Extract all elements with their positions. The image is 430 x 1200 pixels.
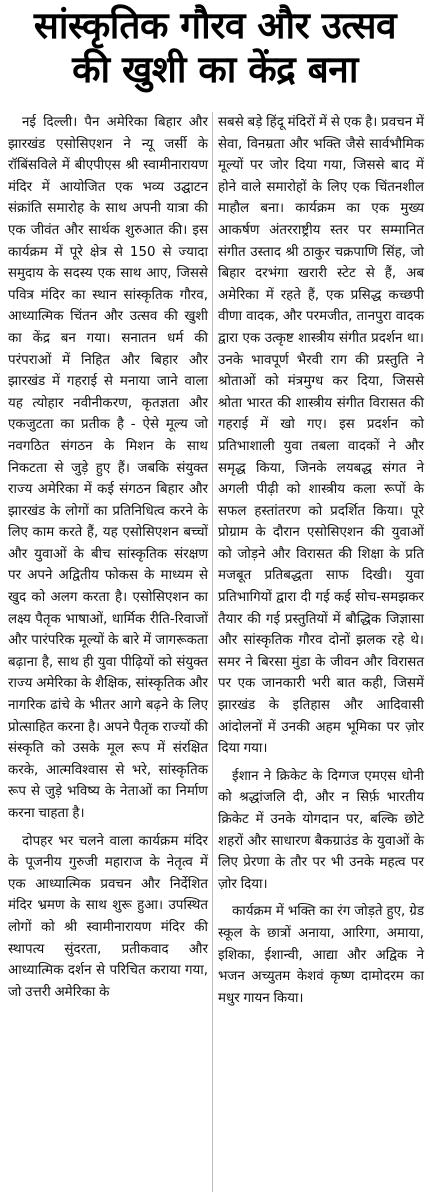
headline-line-1: सांस्कृतिक गौरव और उत्सव bbox=[33, 4, 397, 47]
article-column-right bbox=[218, 112, 424, 1009]
headline-line-2: की खुशी का केंद्र बना bbox=[72, 48, 358, 91]
left-paragraph-1: नई दिल्ली। पैन अमेरिका बिहार और झारखंड एसोसिएशन ने न्यू जर्सी के रॉबिंसविले में बीएपीएस श्री स्वामीनारायण मंदिर में आयोजित एक भव्य उद्घाटन संक्रांति समारोह के साथ अपनी यात्रा की एक जीवंत और सार्थक शुरुआत की। इस कार्यक्रम में पूरे क्षेत्र से 150 से ज्यादा समुदाय के सदस्य एक साथ आए, जिससे पवित्र मंदिर का स्थान सांस्कृतिक गौरव, आध्यात्मिक चिंतन और उत्सव की खुशी का केंद्र बन गया। सनातन धर्म की परंपराओं में निहित और बिहार और झारखंड में गहराई से मनाया जाने वाला यह त्योहार नवीनीकरण, कृतज्ञता और एकजुटता का प्रतीक है - ऐसे मूल्य जो नवगठित संगठन के मिशन के साथ निकटता से जुड़े हुए हैं। जबकि संयुक्त राज्य अमेरिका में कई संगठन बिहार और झारखंड के लोगों का प्रतिनिधित्व करने के लिए काम करते हैं, यह एसोसिएशन बच्चों और युवाओं के बीच सांस्कृतिक संरक्षण पर अपने अद्वितीय फोकस के माध्यम से खुद को अलग करता है। एसोसिएशन का लक्ष्य पैतृक भाषाओं, धार्मिक रीति-रिवाजों और पारंपरिक मूल्यों के बारे में जागरूकता बढ़ाना है, साथ ही युवा पीढ़ियों को संयुक्त राज्य अमेरिका के शैक्षिक, सांस्कृतिक और नागरिक ढांचे के भीतर आगे बढ़ने के लिए प्रोत्साहित करना है। अपने पैतृक राज्यों की संस्कृति को उसके मूल रूप में संरक्षित करके, आत्मविश्वास से भरे, सांस्कृतिक रूप से जुड़े भविष्य के नेताओं का निर्माण करना चाहता है। bbox=[8, 115, 208, 821]
right-paragraph-2: ईशान ने क्रिकेट के दिग्गज एमएस धोनी को श्रद्धांजलि दी, और न सिर्फ़ भारतीय क्रिकेट में उनके योगदान पर, बल्कि छोटे शहरों और साधारण बैकग्राउंड के युवाओं के लिए प्रेरणा के तौर पर भी उनके महत्व पर ज़ोर दिया। bbox=[218, 768, 424, 892]
left-paragraph-2: दोपहर भर चलने वाला कार्यक्रम मंदिर के पूजनीय गुरुजी महाराज के नेतृत्व में एक आध्यात्मिक प्रवचन और निर्देशित मंदिर भ्रमण के साथ शुरू हुआ। उपस्थित लोगों को श्री स्वामीनारायण मंदिर की स्थापत्य सुंदरता, प्रतीकवाद और आध्यात्मिक दर्शन से परिचित कराया गया, जो उत्तरी अमेरिका के bbox=[8, 833, 208, 1000]
article-column-left bbox=[8, 112, 208, 1003]
right-paragraph-1: सबसे बड़े हिंदू मंदिरों में से एक है। प्रवचन में सेवा, विनम्रता और भक्ति जैसे सार्वभौमिक मूल्यों पर जोर दिया गया, जिससे बाद में होने वाले समारोहों के लिए एक चिंतनशील माहौल बना। कार्यक्रम का एक मुख्य आकर्षण अंतरराष्ट्रीय स्तर पर सम्मानित संगीत उस्ताद श्री ठाकुर चक्रपाणि सिंह, जो बिहार दरभंगा खरारी स्टेट से हैं, अब अमेरिका में रहते हैं, एक प्रसिद्ध कच्छपी वीणा वादक, और परमजीत, तानपुरा वादक द्वारा एक उत्कृष्ट शास्त्रीय संगीत प्रदर्शन था। उनके भावपूर्ण भैरवी राग की प्रस्तुति ने श्रोताओं को मंत्रमुग्ध कर दिया, जिससे श्रोता भारत की शास्त्रीय संगीत विरासत की गहराई में खो गए। इस प्रदर्शन को प्रतिभाशाली युवा तबला वादकों ने और समृद्ध किया, जिनके लयबद्ध संगत ने अगली पीढ़ी को शास्त्रीय कला रूपों के सफल हस्तांतरण को प्रदर्शित किया। पूरे प्रोग्राम के दौरान एसोसिएशन की युवाओं को जोड़ने और विरासत की शिक्षा के प्रति मजबूत प्रतिबद्धता साफ दिखी। युवा प्रतिभागियों द्वारा दी गई कई सोच-समझकर तैयार की गई प्रस्तुतियों में बौद्धिक जिज्ञासा और सांस्कृतिक गौरव दोनों झलक रहे थे। समर ने बिरसा मुंडा के जीवन और विरासत पर एक जानकारी भरी बात कही, जिसमें झारखंड के इतिहास और आदिवासी आंदोलनों में उनकी अहम भूमिका पर ज़ोर दिया गया। bbox=[218, 115, 424, 757]
right-paragraph-3: कार्यक्रम में भक्ति का रंग जोड़ते हुए, ग्रेड स्कूल के छात्रों अनाया, आरिगा, अमाया, इशिका, ईशान्वी, आद्या और अद्विक ने भजन अच्युतम केशवं कृष्ण दामोदरम का मधुर गायन किया। bbox=[218, 904, 424, 1006]
column-divider bbox=[212, 112, 213, 1192]
headline bbox=[0, 4, 430, 92]
